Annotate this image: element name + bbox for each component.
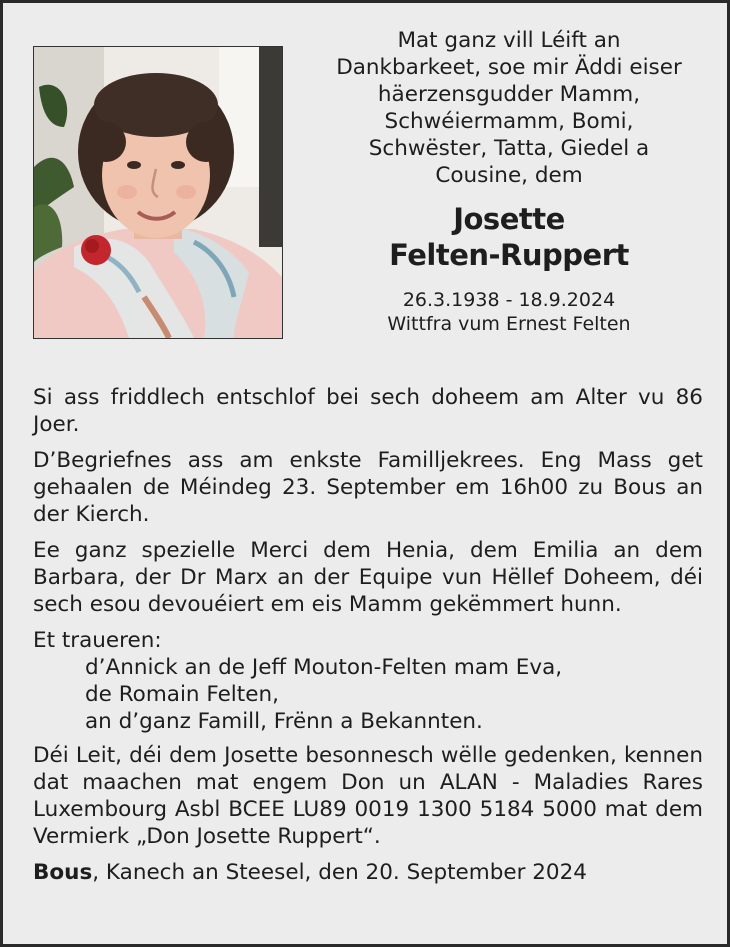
last-name: Felten-Ruppert [389,238,629,272]
notice-body [33,384,703,886]
mourners-heading: Et traueren: [33,628,162,653]
portrait-illustration [34,47,282,338]
closing-place: Bous [33,860,93,885]
mourner-line: de Romain Felten, [85,682,279,707]
widow-of-line: Wittfra vum Ernest Felten [387,313,631,335]
mourners-list [33,654,703,735]
portrait-photo [33,46,283,339]
first-name: Josette [453,202,565,236]
mourner-line: an d’ganz Famill, Frënn a Bekannten. [85,709,483,734]
paragraph-passing: Si ass friddlech entschlof bei sech doheem am Alter vu 86 Joer. [33,385,703,437]
paragraph-thanks: Ee ganz spezielle Merci dem Henia, dem Emilia an dem Barbara, der Dr Marx an der Equipe vun Hëllef Doheem, déi sech esou devouéiert em eis Mamm gekëmmert hunn. [33,538,703,617]
paragraph-funeral: D’Begriefnes ass am enkste Familljekrees. Eng Mass get gehaalen de Méindeg 23. September em 16h00 zu Bous an der Kierch. [33,448,703,527]
life-dates: 26.3.1938 - 18.9.2024 [402,289,616,311]
mourner-line: d’Annick an de Jeff Mouton-Felten mam Eva, [85,655,563,680]
closing-line [33,859,703,886]
deceased-name [299,201,719,273]
paragraph-donation: Déi Leit, déi dem Josette besonnesch wëlle gedenken, kennen dat maachen mat engem Don un ALAN - Maladies Rares Luxembourg Asbl BCEE LU89 0019 1300 5184 5000 mat dem Vermierk „Don Josette Ruppert“. [33,743,703,849]
closing-rest: , Kanech an Steesel, den 20. September 2024 [92,860,587,885]
intro-text: Mat ganz vill Léift an Dankbarkeet, soe mir Äddi eiser häerzensgudder Mamm, Schwéiermamm, Bomi, Schwëster, Tatta, Giedel a Cousine, dem [336,28,682,188]
